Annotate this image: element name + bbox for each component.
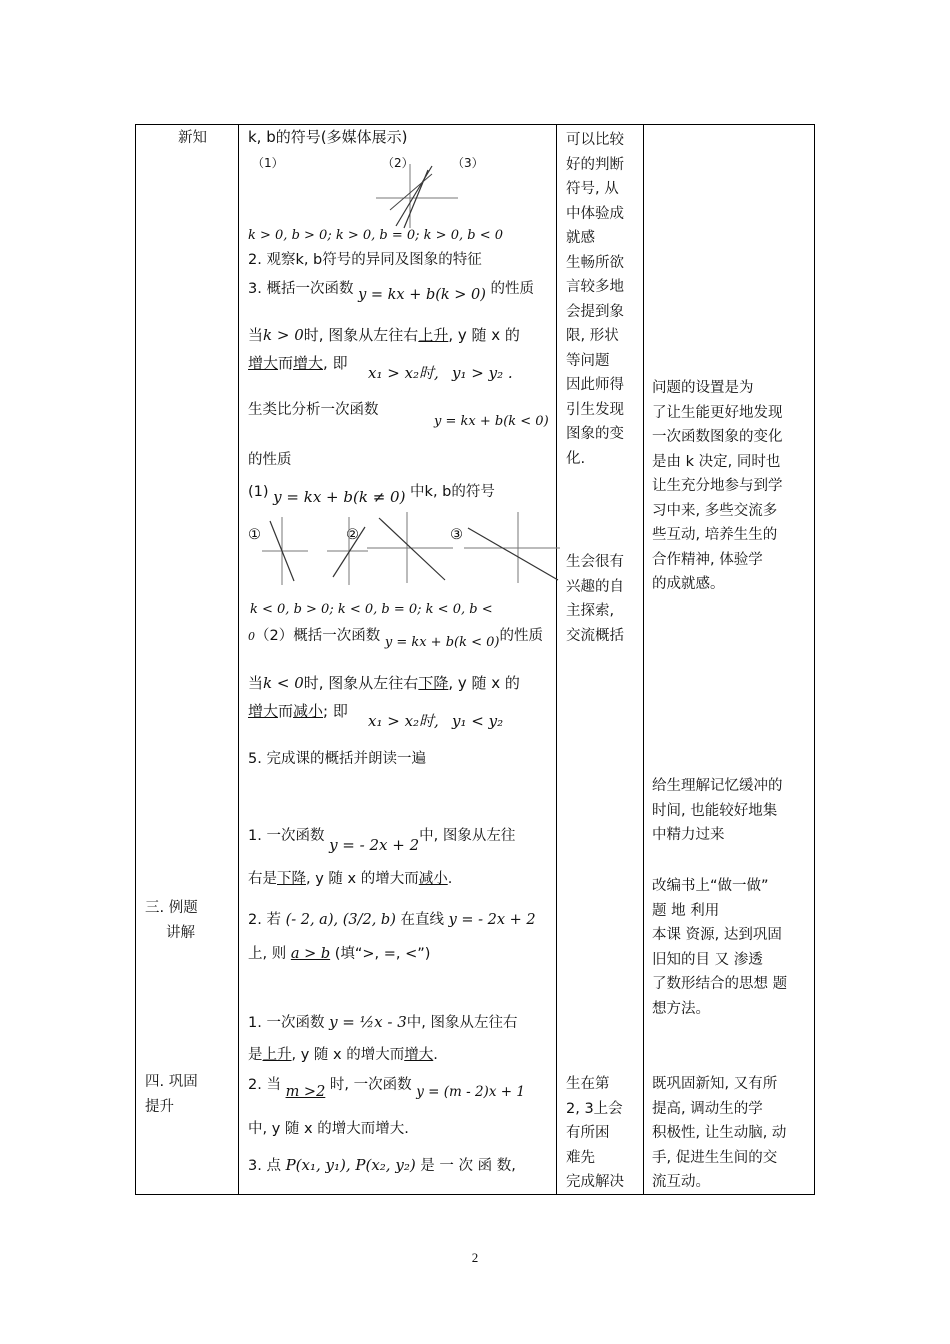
example-1-c1: 右是 — [248, 871, 277, 887]
student-line: 兴趣的自 — [566, 578, 624, 595]
page-number: 2 — [471, 1250, 479, 1265]
student-line: 中体验成 — [566, 205, 624, 222]
consolidate-1-suffix: 中, 图象从左往右 — [406, 1015, 518, 1031]
table-divider-3 — [643, 124, 644, 1195]
example-1-down: 下降 — [277, 871, 306, 887]
consolidate-3-text: 3. 点 — [248, 1158, 281, 1174]
decreasing-prefix: 当 — [248, 674, 264, 692]
increasing-y-x: , y 随 x 的 — [448, 326, 520, 344]
increasing-x-cond: x₁ > x₂时, — [368, 364, 439, 382]
student-line: 化. — [566, 450, 586, 467]
intent-line: 习中来, 多些交流多 — [652, 502, 778, 519]
stage-new-knowledge: 新知 — [178, 130, 207, 146]
consolidate-2-mid: 时, 一次函数 — [329, 1077, 412, 1093]
circle-label-3: ③ — [450, 527, 463, 543]
student-line: 主探索, — [566, 603, 615, 619]
student-line: 交流概括 — [566, 627, 624, 644]
intent-line: 手, 促进生生间的交 — [652, 1149, 778, 1166]
student-line: 生畅所欲 — [566, 254, 624, 271]
student-line: 符号, 从 — [566, 181, 619, 197]
decreasing-graph-1 — [260, 515, 310, 587]
student-activity-3 — [566, 1072, 624, 1195]
formula-general: y = kx + b(k ≠ 0) — [273, 488, 406, 506]
decreasing-x-cond: x₁ > x₂时, — [368, 712, 439, 730]
consolidate-1-c1: 是 — [248, 1047, 263, 1063]
formula-k-positive: y = kx + b(k > 0) — [358, 287, 486, 303]
student-line: 完成解决 — [566, 1174, 624, 1190]
signs-row-1: k > 0, b > 0; k > 0, b = 0; k > 0, b < 0 — [248, 228, 503, 243]
consolidate-1 — [248, 1013, 518, 1032]
intent-line: 让生充分地参与到学 — [652, 478, 783, 494]
dec-ie: ; 即 — [323, 702, 348, 720]
student-line: 2, 3上会 — [566, 1100, 623, 1117]
intent-line: 合作精神, 体验学 — [652, 551, 763, 568]
student-line: 难先 — [566, 1149, 595, 1166]
increase-word: 增大 — [248, 354, 279, 372]
design-intent-1 — [652, 376, 783, 597]
consolidate-1-cont — [248, 1047, 438, 1064]
design-intent-3 — [652, 874, 787, 1021]
generalize-k-positive-suffix: 的性质 — [490, 281, 535, 297]
intent-line: 问题的设置是为 — [652, 380, 754, 396]
consolidate-3-formula: P(x₁, y₁), P(x₂, y₂) — [285, 1156, 416, 1174]
example-1 — [248, 826, 516, 854]
falling-answer: 下降 — [418, 674, 449, 692]
increase-answer: 增大 — [293, 354, 324, 372]
decreasing-graph-4 — [462, 510, 562, 585]
generalize-k-negative-suffix: 的性质 — [499, 628, 543, 644]
k-negative-cond: k < 0 — [263, 674, 304, 692]
example-1-text: 1. 一次函数 — [248, 828, 325, 844]
dec-increase-word: 增大 — [248, 702, 279, 720]
intent-line: 题 地 利用 — [652, 902, 720, 919]
table-divider-1 — [238, 124, 239, 1195]
consolidate-1-c5: . — [433, 1047, 438, 1063]
graph-label-1: （1） — [252, 156, 284, 170]
intent-line: 时间, 也能较好地集 — [652, 802, 778, 819]
increasing-property-cont — [248, 354, 348, 372]
intent-line: 既巩固新知, 又有所 — [652, 1076, 778, 1092]
signs-row-2: k < 0, b > 0; k < 0, b = 0; k < 0, b < — [250, 602, 493, 617]
increasing-property — [248, 326, 520, 344]
example-1-suffix: 中, 图象从左往 — [419, 828, 516, 844]
observe-step: 2. 观察k, b符号的异同及图象的特征 — [248, 252, 482, 268]
example-2-answer: a > b — [290, 946, 331, 962]
stage-examples-sub: 讲解 — [166, 925, 195, 941]
intent-line: 的成就感。 — [652, 576, 725, 592]
intent-line: 流互动。 — [652, 1174, 710, 1190]
increasing-prefix: 当 — [248, 326, 264, 344]
decreasing-y-x: , y 随 x 的 — [448, 674, 520, 692]
decreasing-y-cond: y₁ < y₂ — [452, 712, 504, 730]
consolidate-3-suffix: 是 一 次 函 数, — [420, 1158, 516, 1174]
increasing-text: 时, 图象从左往右 — [303, 326, 419, 344]
signs-row-2-tail: 0 — [248, 630, 255, 643]
generalize-k-negative-text: （2）概括一次函数 — [255, 628, 381, 644]
intent-line: 提高, 调动生的学 — [652, 1100, 763, 1117]
rising-answer: 上升 — [418, 326, 449, 344]
example-2-formula: y = - 2x + 2 — [448, 912, 536, 928]
generalize-k-negative — [248, 628, 543, 650]
consolidate-1-c3: , y 随 x 的增大而 — [291, 1047, 405, 1063]
consolidate-1-formula: y = ½x - 3 — [329, 1013, 407, 1031]
finish-step: 5. 完成课的概括并朗读一遍 — [248, 751, 426, 767]
student-line: 好的判断 — [566, 156, 624, 173]
consolidate-2-text: 2. 当 — [248, 1077, 281, 1093]
increasing-line-graph — [372, 160, 462, 230]
consolidate-1-increase: 增大 — [404, 1047, 434, 1063]
consolidate-2 — [248, 1077, 525, 1100]
compare-analysis: 生类比分析一次函数 — [248, 402, 379, 418]
increase-ie: , 即 — [323, 354, 348, 372]
intent-line: 本课 资源, 达到巩固 — [652, 927, 782, 943]
stage-examples-title: 三. 例题 — [145, 900, 198, 916]
intent-line: 了让生能更好地发现 — [652, 404, 783, 421]
design-intent-2 — [652, 774, 783, 848]
consolidate-1-text: 1. 一次函数 — [248, 1015, 325, 1031]
example-2-prefix: 2. 若 — [248, 912, 281, 928]
student-line: 会提到象 — [566, 303, 624, 320]
decreasing-property-cont — [248, 702, 348, 720]
dec-er: 而 — [278, 702, 294, 720]
student-line: 引生发现 — [566, 401, 624, 418]
student-line: 有所困 — [566, 1125, 610, 1141]
consolidate-2-formula: y = (m - 2)x + 1 — [416, 1084, 525, 1100]
student-line: 可以比较 — [566, 132, 624, 148]
example-1-c5: . — [447, 871, 453, 887]
consolidate-1-up: 上升 — [262, 1047, 292, 1063]
stage-consolidate-sub: 提升 — [145, 1099, 174, 1115]
stage-consolidate-title: 四. 巩固 — [145, 1074, 198, 1090]
example-2 — [248, 912, 536, 929]
student-line: 等问题 — [566, 352, 610, 369]
consolidate-2-answer: m >2 — [285, 1084, 326, 1100]
student-activity-1 — [566, 128, 624, 471]
intent-line: 积极性, 让生动脑, 动 — [652, 1125, 787, 1141]
formula-k-negative-2: y = kx + b(k < 0) — [384, 635, 500, 650]
question-1-suffix: 中k, b的符号 — [410, 484, 495, 500]
table-divider-2 — [556, 124, 557, 1195]
example-2-point-b: (3/2, b) — [342, 912, 396, 928]
student-line: 因此师得 — [566, 377, 624, 393]
circle-label-1: ① — [248, 527, 261, 543]
question-1 — [248, 482, 495, 506]
table-left-border — [135, 124, 136, 1195]
increasing-y-cond: y₁ > y₂ . — [452, 364, 513, 382]
decreasing-graph-3 — [365, 510, 455, 585]
generalize-k-positive — [248, 281, 535, 303]
example-2-cont — [248, 946, 430, 963]
intent-line: 一次函数图象的变化 — [652, 429, 783, 445]
circle-label-2: ② — [346, 527, 359, 543]
student-line: 限, 形状 — [566, 328, 619, 344]
intent-line: 些互动, 培养生生的 — [652, 527, 778, 543]
table-right-border — [814, 124, 815, 1195]
question-1-num: (1) — [248, 484, 269, 500]
decreasing-graph-2 — [325, 515, 370, 587]
example-1-cont — [248, 871, 452, 888]
k-positive-cond: k > 0 — [263, 326, 304, 344]
formula-k-negative: y = kx + b(k < 0) — [434, 414, 549, 429]
intent-line: 旧知的目 又 渗透 — [652, 951, 763, 968]
example-2-line: 在直线 — [400, 912, 444, 928]
student-line: 言较多地 — [566, 279, 624, 295]
intent-line: 改编书上“做一做” — [652, 878, 769, 894]
intent-line: 是由 k 决定, 同时也 — [652, 453, 781, 470]
graph-label-3: （3） — [452, 156, 484, 170]
student-line: 生在第 — [566, 1076, 610, 1092]
intent-line: 想方法。 — [652, 1000, 710, 1017]
example-2-point-a: (- 2, a), — [285, 912, 339, 928]
generalize-k-positive-text: 3. 概括一次函数 — [248, 281, 354, 297]
example-1-decrease: 减小 — [418, 871, 448, 887]
example-1-c3: , y 随 x 的增大而 — [306, 871, 419, 887]
intent-line: 给生理解记忆缓冲的 — [652, 778, 783, 794]
design-intent-4 — [652, 1072, 786, 1195]
consolidate-2-cont: 中, y 随 x 的增大而增大. — [248, 1121, 409, 1137]
decreasing-text: 时, 图象从左往右 — [303, 674, 419, 692]
signs-heading: k, b的符号(多媒体展示) — [248, 128, 408, 146]
student-line: 就感 — [566, 230, 595, 246]
student-line: 生会很有 — [566, 554, 624, 570]
student-activity-2 — [566, 550, 624, 648]
decrease-answer: 减小 — [293, 702, 324, 720]
example-2-then: 上, 则 — [248, 946, 287, 962]
intent-line: 中精力过来 — [652, 827, 725, 843]
decreasing-property — [248, 674, 520, 692]
example-2-fill: (填“>, =, <”) — [334, 946, 431, 962]
increase-er: 而 — [278, 354, 294, 372]
graph-label-2: （2） — [382, 156, 414, 170]
table-top-border — [135, 124, 815, 125]
student-line: 图象的变 — [566, 426, 624, 442]
consolidate-3 — [248, 1156, 516, 1175]
example-1-formula: y = - 2x + 2 — [329, 836, 420, 854]
compare-property: 的性质 — [248, 452, 292, 468]
intent-line: 了数形结合的思想 题 — [652, 976, 788, 992]
